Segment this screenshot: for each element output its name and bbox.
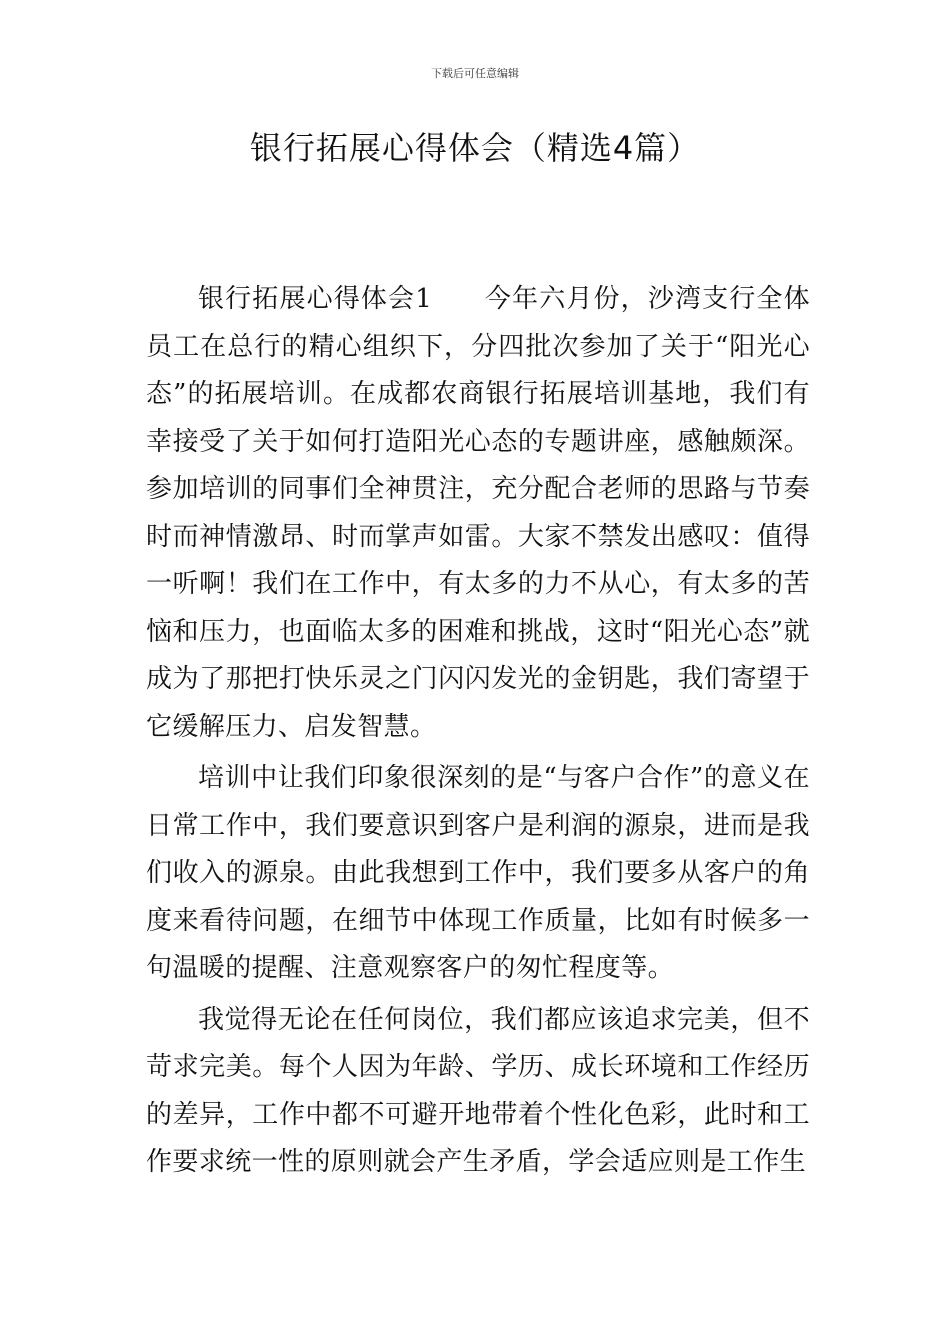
paragraph-2: 培训中让我们印象很深刻的是“与客户合作”的意义在日常工作中，我们要意识到客户是利润的源泉，进而是我们收入的源泉。由此我想到工作中，我们要多从客户的角度来看待问题，在细节中体现工作质量，比如有时候多一句温暖的提醒、注意观察客户的匆忙程度等。 <box>146 763 810 983</box>
paragraph-1 <box>146 276 810 751</box>
document-body <box>146 276 810 1187</box>
paragraph-1-text: 今年六月份，沙湾支行全体员工在总行的精心组织下，分四批次参加了关于“阳光心态”的拓展培训。在成都农商银行拓展培训基地，我们有幸接受了关于如何打造阳光心态的专题讲座，感触颇深。参加培训的同事们全神贯注，充分配合老师的思路与节奏时而神情激昂、时而掌声如雷。大家不禁发出感叹：值得一听啊！我们在工作中，有太多的力不从心，有太多的苦恼和压力，也面临太多的困难和挑战，这时“阳光心态”就成为了那把打快乐灵之门闪闪发光的金钥匙，我们寄望于它缓解压力、启发智慧。 <box>146 284 810 742</box>
section-heading: 银行拓展心得体会1 <box>198 284 433 314</box>
header-note: 下载后可任意编辑 <box>431 67 519 80</box>
paragraph-3: 我觉得无论在任何岗位，我们都应该追求完美，但不苛求完美。每个人因为年龄、学历、成长环境和工作经历的差异，工作中都不可避开地带着个性化色彩，此时和工作要求统一性的原则就会产生矛盾，学会适应则是工作生 <box>146 1004 810 1177</box>
document-title: 银行拓展心得体会（精选4篇） <box>249 129 701 167</box>
